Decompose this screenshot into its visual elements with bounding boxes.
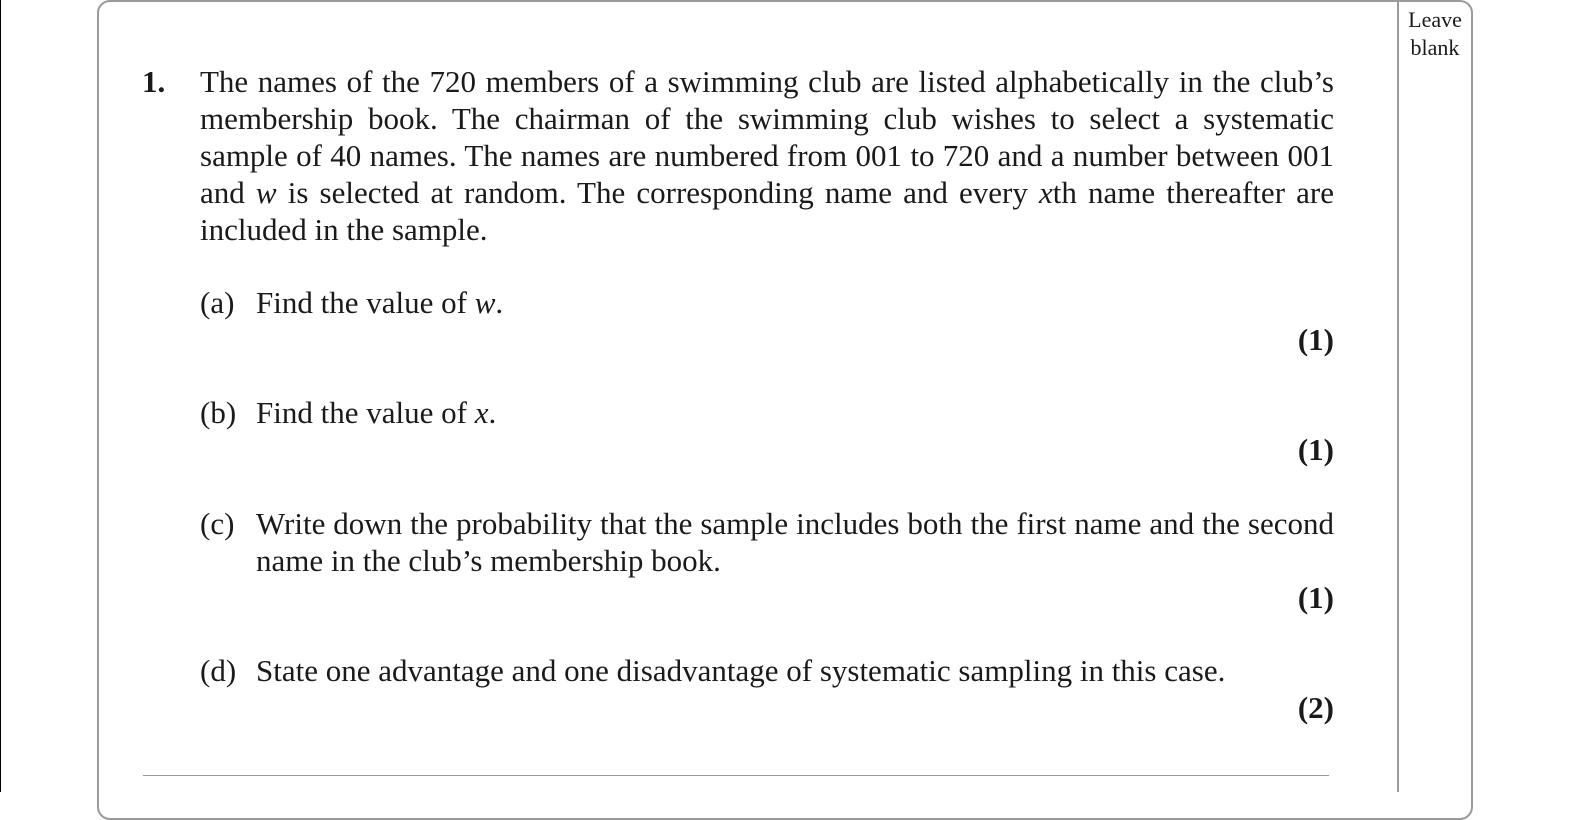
- part-b-suffix: .: [488, 395, 497, 430]
- part-a-label: (a): [200, 285, 235, 320]
- part-c-text: Write down the probability that the sample includes both the first name and the second name in the club’s membership book.: [256, 506, 1334, 578]
- stem-text-2: is selected at random. The corresponding name and every: [276, 175, 1039, 210]
- part-b-marks: (1): [1297, 432, 1334, 467]
- part-b-variable: x: [474, 395, 489, 430]
- answer-rule: [143, 775, 1329, 776]
- part-d-label: (d): [200, 653, 237, 688]
- stem-text-1: The names of the 720 members of a swimming club are listed alphabetically in the club’s membership book. The chairman of the swimming club wishes to select a systematic sample of 40 names. The names are numbered from 001 to 720 and a number between 001 and: [200, 64, 1334, 210]
- page-left-edge: [0, 0, 1, 792]
- part-c-label: (c): [200, 506, 235, 541]
- part-b-text: [256, 394, 496, 431]
- part-c-marks: (1): [1297, 580, 1334, 615]
- part-d-marks: (2): [1297, 690, 1334, 725]
- margin-divider: [1397, 0, 1399, 792]
- part-a-suffix: .: [495, 285, 504, 320]
- part-a-variable: w: [474, 285, 496, 320]
- part-b-prompt: Find the value of: [256, 395, 475, 430]
- question-stem: [200, 63, 1334, 248]
- part-a-prompt: Find the value of: [256, 285, 475, 320]
- part-d-text: State one advantage and one disadvantage of systematic sampling in this case.: [256, 653, 1226, 688]
- part-a-marks: (1): [1297, 322, 1334, 357]
- variable-x: x: [1039, 175, 1053, 210]
- part-a-text: [256, 284, 503, 321]
- stem-text-3: th name thereafter are included in the sample.: [200, 175, 1334, 247]
- part-b-label: (b): [200, 395, 237, 430]
- leave-blank-label: Leave blank: [1408, 7, 1462, 60]
- question-number: 1.: [142, 64, 166, 99]
- variable-w: w: [255, 175, 277, 210]
